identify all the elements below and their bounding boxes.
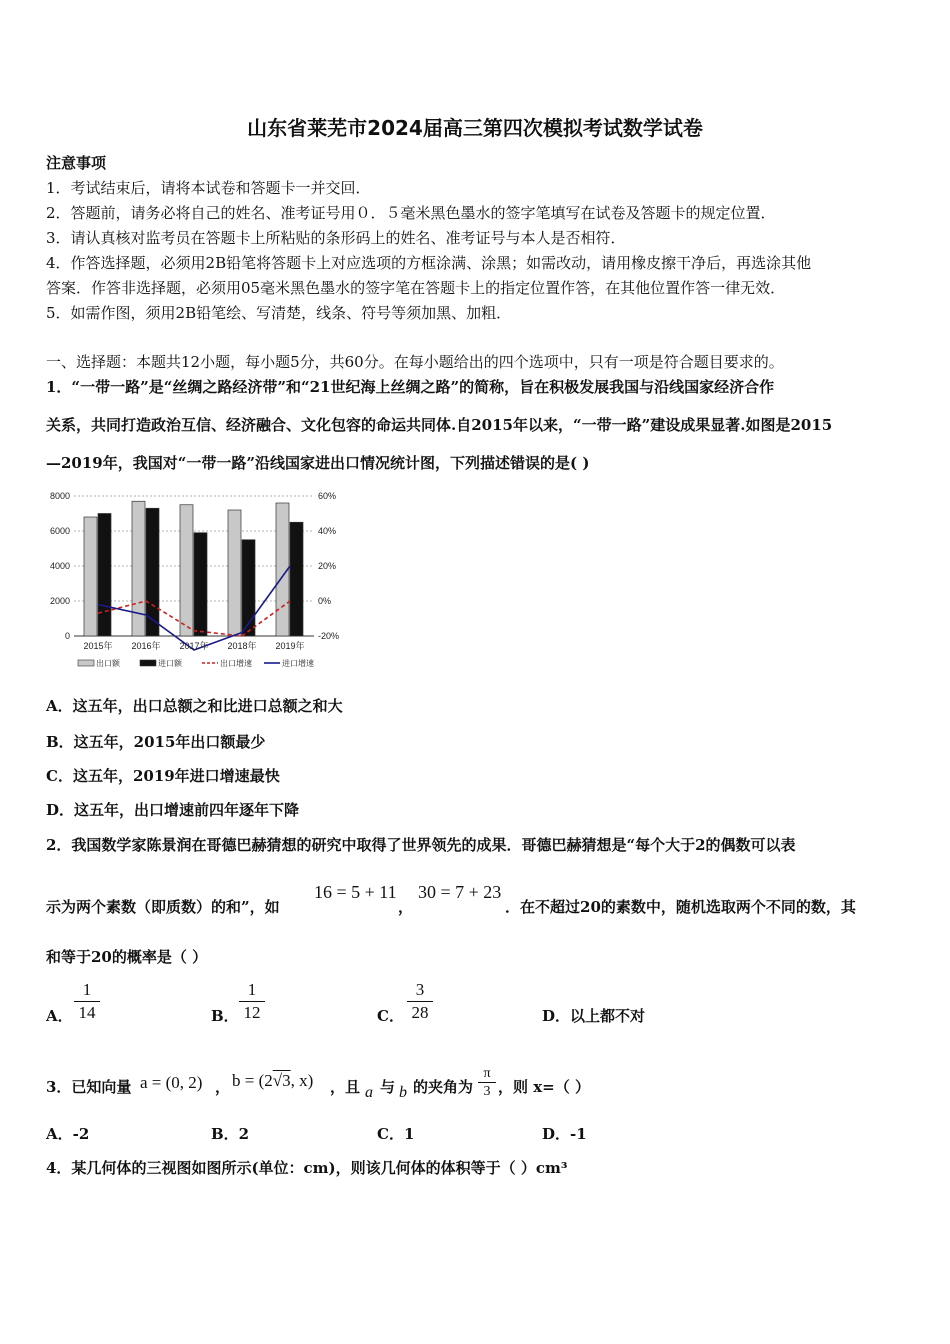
y-tick-left: 8000 bbox=[49, 491, 70, 501]
q2-line-2-end: ．在不超过20的素数中，随机选取两个不同的数，其 bbox=[505, 898, 856, 916]
x-tick-label: 2019年 bbox=[275, 641, 305, 651]
page-title: 山东省莱芜市2024届高三第四次模拟考试数学试卷 bbox=[247, 116, 703, 140]
bar bbox=[290, 522, 303, 636]
x-tick-label: 2017年 bbox=[179, 641, 209, 651]
q2-option-d[interactable] bbox=[542, 1005, 645, 1026]
legend-label: 出口增速 bbox=[220, 659, 252, 668]
q3-symbol-b: b bbox=[399, 1084, 407, 1101]
y-tick-left: 0 bbox=[64, 631, 70, 641]
q3-with: 与 bbox=[380, 1078, 396, 1096]
q2-line-2-start: 示为两个素数（即质数）的和”，如 bbox=[46, 898, 280, 916]
notes-heading: 注意事项 bbox=[46, 154, 107, 172]
bar bbox=[194, 533, 207, 636]
q2-comma: ， bbox=[398, 898, 414, 916]
fraction-numerator: 1 bbox=[247, 980, 257, 999]
note-item-3: 3．请认真核对监考员在答题卡上所粘贴的条形码上的姓名、准考证号与本人是否相符． bbox=[46, 229, 626, 247]
q1-option-d[interactable]: D．这五年，出口增速前四年逐年下降 bbox=[46, 801, 300, 819]
q2-line-3: 和等于20的概率是（ ） bbox=[46, 948, 208, 966]
q2-equation-2: 30 = 7 + 23 bbox=[418, 882, 502, 902]
option-text: 以上都不对 bbox=[570, 1007, 646, 1025]
y-tick-left: 4000 bbox=[49, 561, 70, 571]
y-tick-right: 20% bbox=[318, 561, 337, 571]
option-label: D． bbox=[542, 1007, 571, 1025]
q2-option-a-fraction[interactable] bbox=[74, 980, 100, 1023]
legend-label: 进口增速 bbox=[282, 659, 314, 668]
q2-option-b-label[interactable]: B． bbox=[211, 1007, 239, 1025]
note-item-2: 2．答题前，请务必将自己的姓名、准考证号用０．５毫米黑色墨水的签字笔填写在试卷及答题卡的规定位置． bbox=[46, 204, 776, 222]
q3-angle-text: 的夹角为 bbox=[413, 1078, 474, 1096]
bar bbox=[228, 510, 241, 636]
fraction-denominator: 28 bbox=[411, 1003, 429, 1022]
x-tick-label: 2016年 bbox=[131, 641, 161, 651]
bar bbox=[242, 540, 255, 636]
q1-option-c[interactable]: C．这五年，2019年进口增速最快 bbox=[46, 767, 280, 785]
q3-prefix: 3．已知向量 bbox=[46, 1078, 132, 1096]
vector-b-end: , x) bbox=[290, 1071, 314, 1090]
x-tick-label: 2015年 bbox=[83, 641, 113, 651]
q2-option-a-label[interactable]: A． bbox=[46, 1007, 73, 1025]
bar bbox=[84, 517, 97, 636]
q3-option-a[interactable]: A．-2 bbox=[46, 1125, 90, 1143]
note-item-5: 5．如需作图，须用2B铅笔绘、写清楚，线条、符号等须加黑、加粗． bbox=[46, 304, 512, 322]
y-tick-right: 40% bbox=[318, 526, 337, 536]
fraction-numerator: π bbox=[483, 1066, 491, 1081]
legend-swatch bbox=[78, 660, 94, 666]
q1-line-2: 关系，共同打造政治互信、经济融合、文化包容的命运共同体.自2015年以来，“一带一路”建设成果显著.如图是2015 bbox=[46, 416, 833, 434]
y-tick-right: 0% bbox=[318, 596, 332, 606]
q3-vector-b bbox=[232, 1071, 313, 1091]
q2-option-b-fraction[interactable] bbox=[239, 980, 265, 1023]
fraction-denominator: 12 bbox=[243, 1003, 261, 1022]
legend-swatch bbox=[140, 660, 156, 666]
fraction-numerator: 3 bbox=[415, 980, 425, 999]
q2-line-1: 2．我国数学家陈景润在哥德巴赫猜想的研究中取得了世界领先的成果．哥德巴赫猜想是“每个大于2的偶数可以表 bbox=[46, 836, 796, 854]
q3-option-c[interactable]: C．1 bbox=[377, 1125, 415, 1143]
q3-tail: ，则 x=（ ） bbox=[498, 1078, 590, 1096]
sqrt-three: √3 bbox=[272, 1071, 291, 1090]
legend-label: 进口额 bbox=[158, 659, 182, 668]
fraction-denominator: 14 bbox=[78, 1003, 96, 1022]
fraction-denominator: 3 bbox=[483, 1084, 491, 1099]
q3-separator: ， bbox=[215, 1078, 231, 1096]
vector-b-start: b = (2 bbox=[232, 1071, 273, 1090]
q3-symbol-a: a bbox=[365, 1084, 373, 1101]
q1-option-b[interactable]: B．这五年，2015年出口额最少 bbox=[46, 733, 266, 751]
y-tick-right: 60% bbox=[318, 491, 337, 501]
q4-text: 4．某几何体的三视图如图所示(单位：cm)，则该几何体的体积等于（ ）cm³ bbox=[46, 1159, 568, 1177]
q1-option-a[interactable]: A．这五年，出口总额之和比进口总额之和大 bbox=[46, 697, 343, 715]
section-heading: 一、选择题：本题共12小题，每小题5分，共60分。在每小题给出的四个选项中，只有一项是符合题目要求的。 bbox=[46, 353, 784, 371]
q2-option-c-label[interactable]: C． bbox=[377, 1007, 404, 1025]
q3-vector-a: a = (0, 2) bbox=[140, 1073, 203, 1092]
bar bbox=[98, 514, 111, 637]
q3-option-b[interactable]: B．2 bbox=[211, 1125, 250, 1143]
bar bbox=[132, 501, 145, 636]
x-tick-label: 2018年 bbox=[227, 641, 257, 651]
bar bbox=[180, 505, 193, 636]
note-item-1: 1．考试结束后，请将本试卷和答题卡一并交回． bbox=[46, 179, 371, 197]
y-tick-right: -20% bbox=[318, 631, 340, 641]
note-item-4-cont: 答案．作答非选择题，必须用05毫米黑色墨水的签字笔在答题卡上的指定位置作答，在其他位置作答一律无效． bbox=[46, 279, 786, 297]
q3-and: ，且 bbox=[330, 1078, 361, 1096]
trade-chart bbox=[44, 488, 344, 678]
note-item-4: 4．作答选择题，必须用2B铅笔将答题卡上对应选项的方框涂满、涂黑；如需改动，请用橡皮擦干净后，再选涂其他 bbox=[46, 254, 812, 272]
q1-line-1: 1．“一带一路”是“丝绸之路经济带”和“21世纪海上丝绸之路”的简称，旨在积极发展我国与沿线国家经济合作 bbox=[46, 378, 775, 396]
fraction-numerator: 1 bbox=[82, 980, 92, 999]
q2-option-c-fraction[interactable] bbox=[407, 980, 433, 1023]
y-tick-left: 6000 bbox=[49, 526, 70, 536]
q1-line-3: —2019年，我国对“一带一路”沿线国家进出口情况统计图，下列描述错误的是( ) bbox=[46, 454, 590, 472]
q2-equation-1: 16 = 5 + 11 bbox=[314, 882, 397, 902]
q3-option-d[interactable]: D．-1 bbox=[542, 1125, 587, 1143]
y-tick-left: 2000 bbox=[49, 596, 70, 606]
legend-label: 出口额 bbox=[96, 659, 120, 668]
q3-angle-fraction bbox=[478, 1066, 496, 1099]
